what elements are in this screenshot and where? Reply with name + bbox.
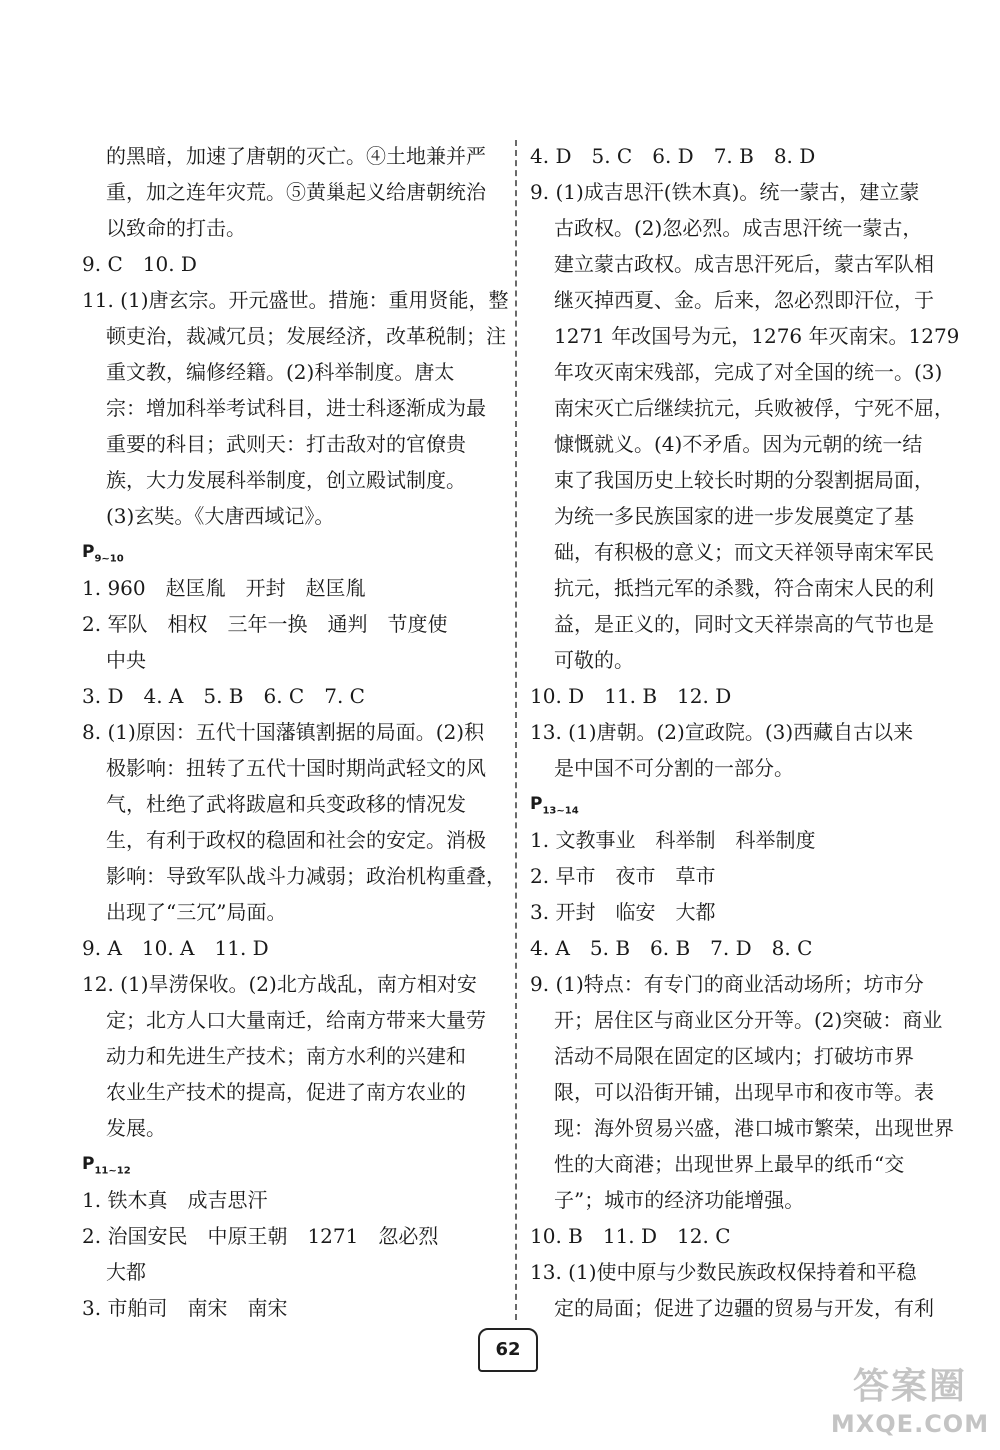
- text-line: 活动不局限在固定的区域内；打破坊市界: [554, 1044, 914, 1068]
- text-line: 南宋灭亡后继续抗元，兵败被俘，宁死不屈，: [554, 396, 954, 420]
- text-line: 限，可以沿街开铺，出现早市和夜市等。表: [554, 1080, 934, 1104]
- text-line: 影响：导致军队战斗力减弱；政治机构重叠，: [106, 864, 506, 888]
- answer-line: 4. D 5. C 6. D 7. B 8. D: [530, 144, 816, 168]
- left-column: [82, 138, 509, 1326]
- text-line: 重文教，编修经籍。(2)科举制度。唐太: [106, 360, 455, 384]
- answer-line: 9. (1)成吉思汗(铁木真)。统一蒙古，建立蒙: [530, 180, 920, 204]
- text-line: 慷慨就义。(4)不矛盾。因为元朝的统一结: [554, 432, 923, 456]
- text-line: 动力和先进生产技术；南方水利的兴建和: [106, 1044, 466, 1068]
- text-line: 是中国不可分割的一部分。: [554, 756, 794, 780]
- text-line: 定的局面；促进了边疆的贸易与开发，有利: [554, 1296, 934, 1320]
- text-line: 出现了“三冗”局面。: [106, 900, 287, 924]
- answer-line: 13. (1)使中原与少数民族政权保持着和平稳: [530, 1260, 917, 1284]
- text-line: 可敬的。: [554, 648, 634, 672]
- answer-line: 9. A 10. A 11. D: [82, 936, 269, 960]
- answer-line: 1. 铁木真 成吉思汗: [82, 1188, 268, 1212]
- text-line: 以致命的打击。: [106, 216, 246, 240]
- answer-line: 3. 市舶司 南宋 南宋: [82, 1296, 288, 1320]
- watermark-text: 答案圈: [852, 1366, 967, 1407]
- answer-line: 13. (1)唐朝。(2)宣政院。(3)西藏自古以来: [530, 720, 914, 744]
- column-divider: [515, 140, 517, 1320]
- text-line: 宗：增加科举考试科目，进士科逐渐成为最: [106, 396, 486, 420]
- answer-line: 8. (1)原因：五代十国藩镇割据的局面。(2)积: [82, 720, 485, 744]
- answer-line: 1. 960 赵匡胤 开封 赵匡胤: [82, 576, 366, 600]
- watermark-logo: [830, 1365, 990, 1445]
- text-line: 性的大商港；出现世界上最早的纸币“交: [554, 1152, 905, 1176]
- text-line: 为统一多民族国家的进一步发展奠定了基: [554, 504, 914, 528]
- text-line: 建立蒙古政权。成吉思汗死后，蒙古军队相: [554, 252, 934, 276]
- section-heading-p13-14: $P_{13\sim 14}$: [530, 794, 579, 817]
- answer-line: 3. 开封 临安 大都: [530, 900, 716, 924]
- right-column: [530, 138, 960, 1326]
- text-line: (3)玄奘。《大唐西域记》。: [106, 504, 335, 528]
- answer-line: 12. (1)旱涝保收。(2)北方战乱，南方相对安: [82, 972, 477, 996]
- text-line: 气，杜绝了武将跋扈和兵变政移的情况发: [106, 792, 466, 816]
- answer-line: 2. 治国安民 中原王朝 1271 忽必烈: [82, 1224, 439, 1248]
- answer-line: 3. D 4. A 5. B 6. C 7. C: [82, 684, 365, 708]
- answer-line: 2. 军队 相权 三年一换 通判 节度使: [82, 612, 448, 636]
- text-line: 生，有利于政权的稳固和社会的安定。消极: [106, 828, 486, 852]
- text-line: 的黑暗，加速了唐朝的灭亡。④土地兼并严: [106, 144, 486, 168]
- answer-line: 9. (1)特点：有专门的商业活动场所；坊市分: [530, 972, 924, 996]
- text-line: 农业生产技术的提高，促进了南方农业的: [106, 1080, 466, 1104]
- answer-line: 11. (1)唐玄宗。开元盛世。措施：重用贤能，整: [82, 288, 509, 312]
- text-line: 古政权。(2)忽必烈。成吉思汗统一蒙古，: [554, 216, 923, 240]
- answer-line: 1. 文教事业 科举制 科举制度: [530, 828, 816, 852]
- answer-line: 4. A 5. B 6. B 7. D 8. C: [530, 936, 813, 960]
- text-line: 中央: [106, 648, 146, 672]
- text-line: 础，有积极的意义；而文天祥领导南宋军民: [554, 540, 934, 564]
- text-line: 极影响：扭转了五代十国时期尚武轻文的风: [106, 756, 486, 780]
- text-line: 定；北方人口大量南迁，给南方带来大量劳: [106, 1008, 486, 1032]
- section-heading-p11-12: $P_{11\sim 12}$: [82, 1154, 131, 1177]
- text-line: 开；居住区与商业区分开等。(2)突破：商业: [554, 1008, 943, 1032]
- text-line: 现：海外贸易兴盛，港口城市繁荣，出现世界: [554, 1116, 954, 1140]
- answer-line: 9. C 10. D: [82, 252, 197, 276]
- text-line: 抗元，抵挡元军的杀戮，符合南宋人民的利: [554, 576, 934, 600]
- text-line: 族，大力发展科举制度，创立殿试制度。: [106, 468, 466, 492]
- page-number: 62: [478, 1328, 538, 1372]
- text-line: 1271 年改国号为元，1276 年灭南宋。1279: [554, 324, 960, 348]
- answer-line: 10. D 11. B 12. D: [530, 684, 732, 708]
- watermark-domain: MXQE.COM: [830, 1410, 990, 1438]
- text-line: 重要的科目；武则天：打击敌对的官僚贵: [106, 432, 466, 456]
- text-line: 重，加之连年灾荒。⑤黄巢起义给唐朝统治: [106, 180, 486, 204]
- text-line: 发展。: [106, 1116, 166, 1140]
- text-line: 益，是正义的，同时文天祥崇高的气节也是: [554, 612, 934, 636]
- text-line: 子”；城市的经济功能增强。: [554, 1188, 805, 1212]
- text-line: 继灭掉西夏、金。后来，忽必烈即汗位，于: [554, 288, 934, 312]
- text-line: 顿吏治，裁减冗员；发展经济，改革税制；注: [106, 324, 506, 348]
- text-line: 束了我国历史上较长时期的分裂割据局面，: [554, 468, 934, 492]
- section-heading-p9-10: $P_{9\sim 10}$: [82, 542, 124, 565]
- answer-line: 10. B 11. D 12. C: [530, 1224, 731, 1248]
- answer-line: 2. 早市 夜市 草市: [530, 864, 716, 888]
- text-line: 年攻灭南宋残部，完成了对全国的统一。(3): [554, 360, 943, 384]
- text-line: 大都: [106, 1260, 146, 1284]
